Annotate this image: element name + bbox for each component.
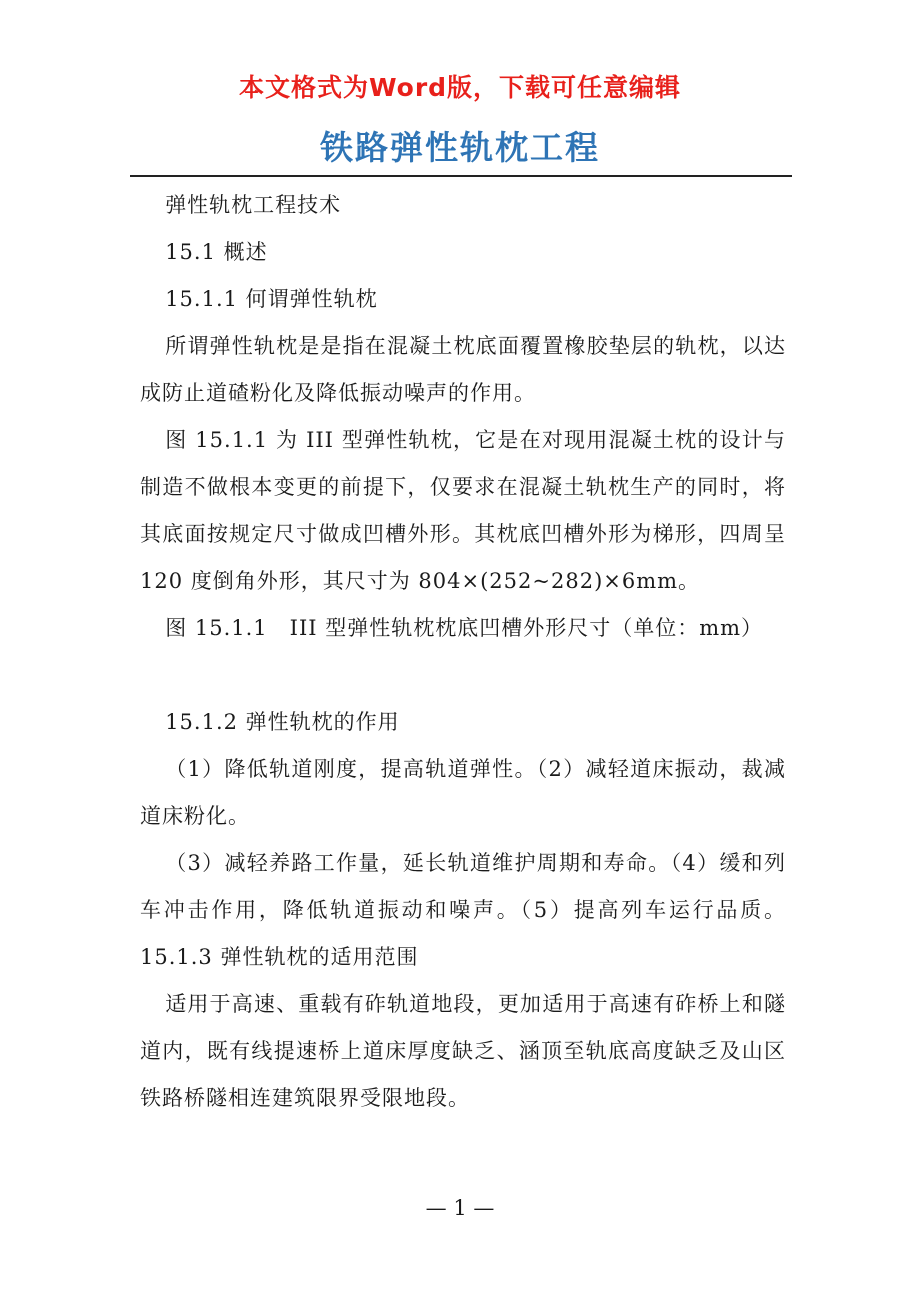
- section-number-heading: 15.1 概述: [165, 240, 268, 264]
- document-body: [140, 182, 786, 1122]
- body-paragraph: 所谓弹性轨枕是是指在混凝土枕底面覆置橡胶垫层的轨枕，以达成防止道碴粉化及降低振动噪声的作用。: [140, 334, 786, 405]
- subsection-heading: 15.1.2 弹性轨枕的作用: [165, 710, 400, 734]
- figure-placeholder: [140, 652, 786, 699]
- list-paragraph: （3）减轻养路工作量，延长轨道维护周期和寿命。（4）缓和列车冲击作用，降低轨道振动和噪声。（5）提高列车运行品质。15.1.3 弹性轨枕的适用范围: [140, 851, 786, 969]
- download-banner: 本文格式为Word版，下载可任意编辑: [238, 73, 682, 102]
- title-divider: [130, 175, 792, 177]
- list-paragraph: （1）降低轨道刚度，提高轨道弹性。（2）减轻道床振动，裁减道床粉化。: [140, 757, 786, 828]
- document-title: 铁路弹性轨枕工程: [320, 128, 600, 167]
- body-paragraph: 适用于高速、重载有砟轨道地段，更加适用于高速有砟桥上和隧道内，既有线提速桥上道床厚度缺乏、涵顶至轨底高度缺乏及山区铁路桥隧相连建筑限界受限地段。: [140, 992, 786, 1110]
- section-heading: 弹性轨枕工程技术: [165, 193, 342, 217]
- subsection-heading: 15.1.1 何谓弹性轨枕: [165, 287, 378, 311]
- page-number: — 1 —: [425, 1196, 495, 1220]
- figure-caption: 图 15.1.1 III 型弹性轨枕枕底凹槽外形尺寸（单位：mm）: [165, 616, 764, 640]
- body-paragraph: 图 15.1.1 为 III 型弹性轨枕，它是在对现用混凝土枕的设计与制造不做根本变更的前提下，仅要求在混凝土轨枕生产的同时，将其底面按规定尺寸做成凹槽外形。其枕底凹槽外形为梯形，四周呈 120 度倒角外形，其尺寸为 804×(252~282)×6mm。: [140, 428, 786, 593]
